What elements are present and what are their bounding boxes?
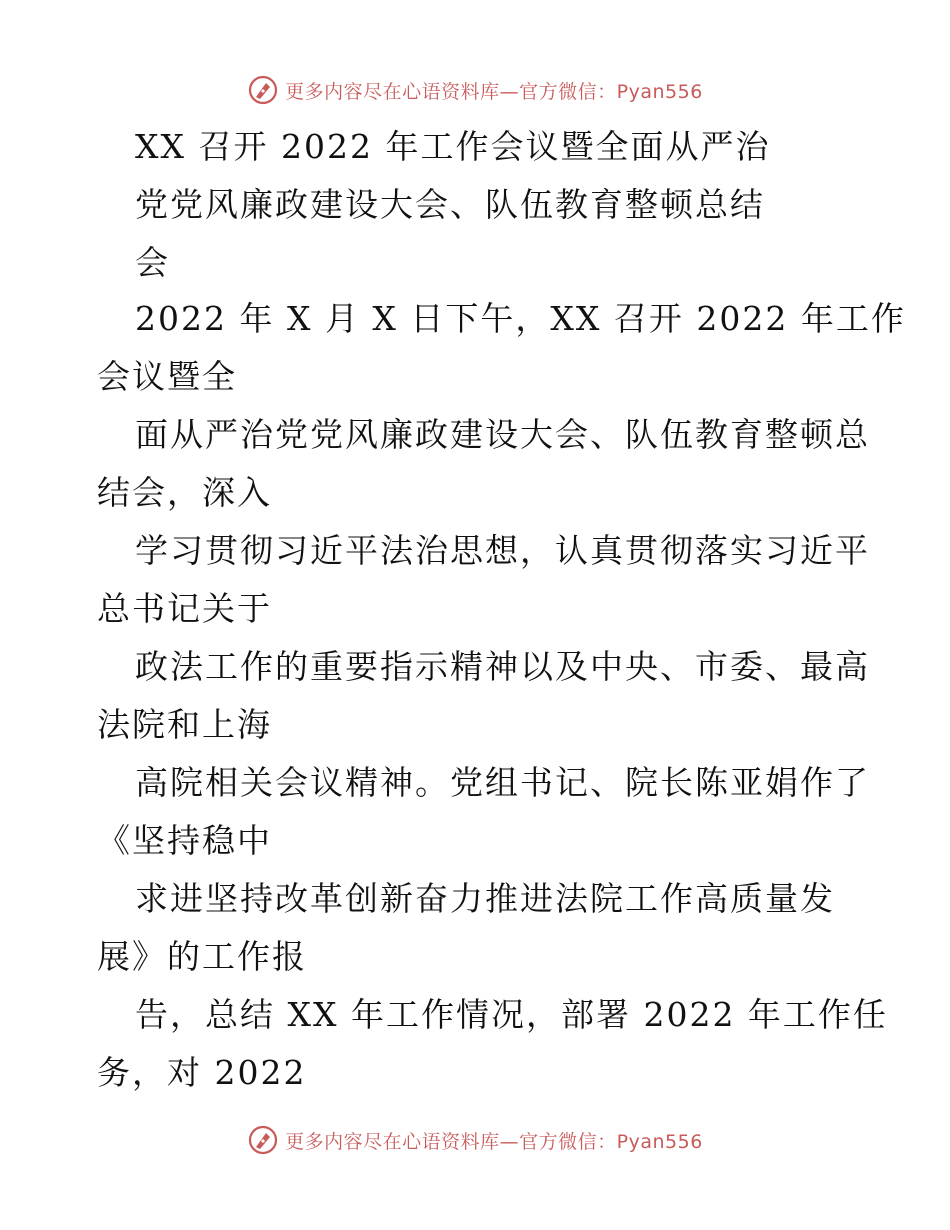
paragraph [97,522,870,638]
paragraph-first-line: 2022 年 X 月 X 日下午，XX 召开 2022 年工作 [135,299,906,338]
pen-nib-logo-icon [247,1124,279,1156]
title-line: 党党风廉政建设大会、队伍教育整顿总结 [135,185,765,224]
paragraph-second-line: 《坚持稳中 [97,821,272,860]
title-line: 会 [135,243,170,282]
watermark-text: 更多内容尽在心语资料库—官方微信：Pyan556 [285,80,703,103]
paragraph-second-line: 结会，深入 [97,473,272,512]
watermark-header [0,70,950,110]
paragraph [97,406,870,522]
title-line: XX 召开 2022 年工作会议暨全面从严治 [135,127,771,166]
watermark-footer [0,1120,950,1160]
paragraph-second-line: 展》的工作报 [97,937,307,976]
watermark-text: 更多内容尽在心语资料库—官方微信：Pyan556 [285,1130,703,1153]
paragraph-second-line: 会议暨全 [97,357,237,396]
paragraph [97,986,888,1102]
paragraph-first-line: 高院相关会议精神。党组书记、院长陈亚娟作了 [135,763,870,802]
paragraph-second-line: 法院和上海 [97,705,272,744]
paragraph-first-line: 学习贯彻习近平法治思想，认真贯彻落实习近平 [135,531,870,570]
paragraph-first-line: 告，总结 XX 年工作情况，部署 2022 年工作任 [135,995,888,1034]
paragraph-second-line: 总书记关于 [97,589,272,628]
paragraph-first-line: 面从严治党党风廉政建设大会、队伍教育整顿总 [135,415,870,454]
paragraph [97,754,870,870]
paragraph [97,638,870,754]
pen-nib-logo-icon [247,74,279,106]
paragraph-first-line: 政法工作的重要指示精神以及中央、市委、最高 [135,647,870,686]
paragraph-first-line: 求进坚持改革创新奋力推进法院工作高质量发 [135,879,835,918]
paragraph-second-line: 务，对 2022 [97,1053,307,1092]
document-title [135,118,855,292]
document-body [97,290,906,1102]
paragraph [97,290,906,406]
paragraph [97,870,857,986]
